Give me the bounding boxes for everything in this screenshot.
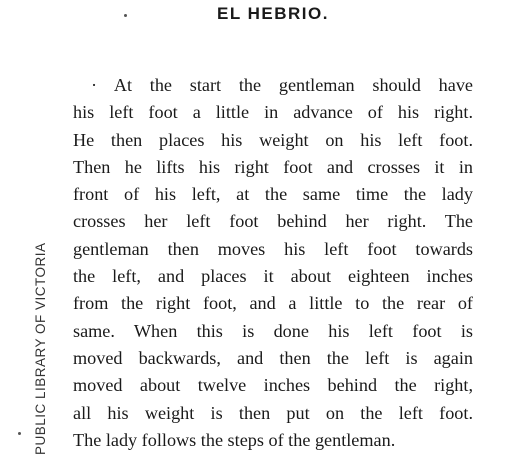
text-line: gentleman then moves his left foot towards bbox=[73, 238, 473, 259]
library-stamp: PUBLIC LIBRARY OF VICTORIA bbox=[33, 242, 48, 455]
text-line: moved about twelve inches behind the right, bbox=[73, 375, 473, 396]
text-line: crosses her left foot behind her right. The bbox=[73, 211, 473, 232]
text-line: He then places his weight on his left foot. bbox=[73, 129, 473, 150]
text-line: the left, and places it about eighteen inches bbox=[73, 266, 473, 287]
margin-speck bbox=[18, 432, 21, 435]
text-line: his left foot a little in advance of his right. bbox=[73, 102, 473, 123]
body-paragraph bbox=[73, 72, 473, 454]
text-line: all his weight is then put on the left foot. bbox=[73, 402, 473, 423]
text-line: The lady follows the steps of the gentleman. bbox=[73, 429, 396, 450]
text-line: moved backwards, and then the left is again bbox=[73, 347, 473, 368]
page-title: EL HEBRIO. bbox=[217, 4, 329, 23]
text-line: front of his left, at the same time the lady bbox=[73, 184, 473, 205]
text-line: same. When this is done his left foot is bbox=[73, 320, 473, 341]
text-line: Then he lifts his right foot and crosses it in bbox=[73, 156, 473, 177]
text-line: from the right foot, and a little to the rear of bbox=[73, 293, 473, 314]
text-line: · At the start the gentleman should have bbox=[91, 75, 473, 95]
